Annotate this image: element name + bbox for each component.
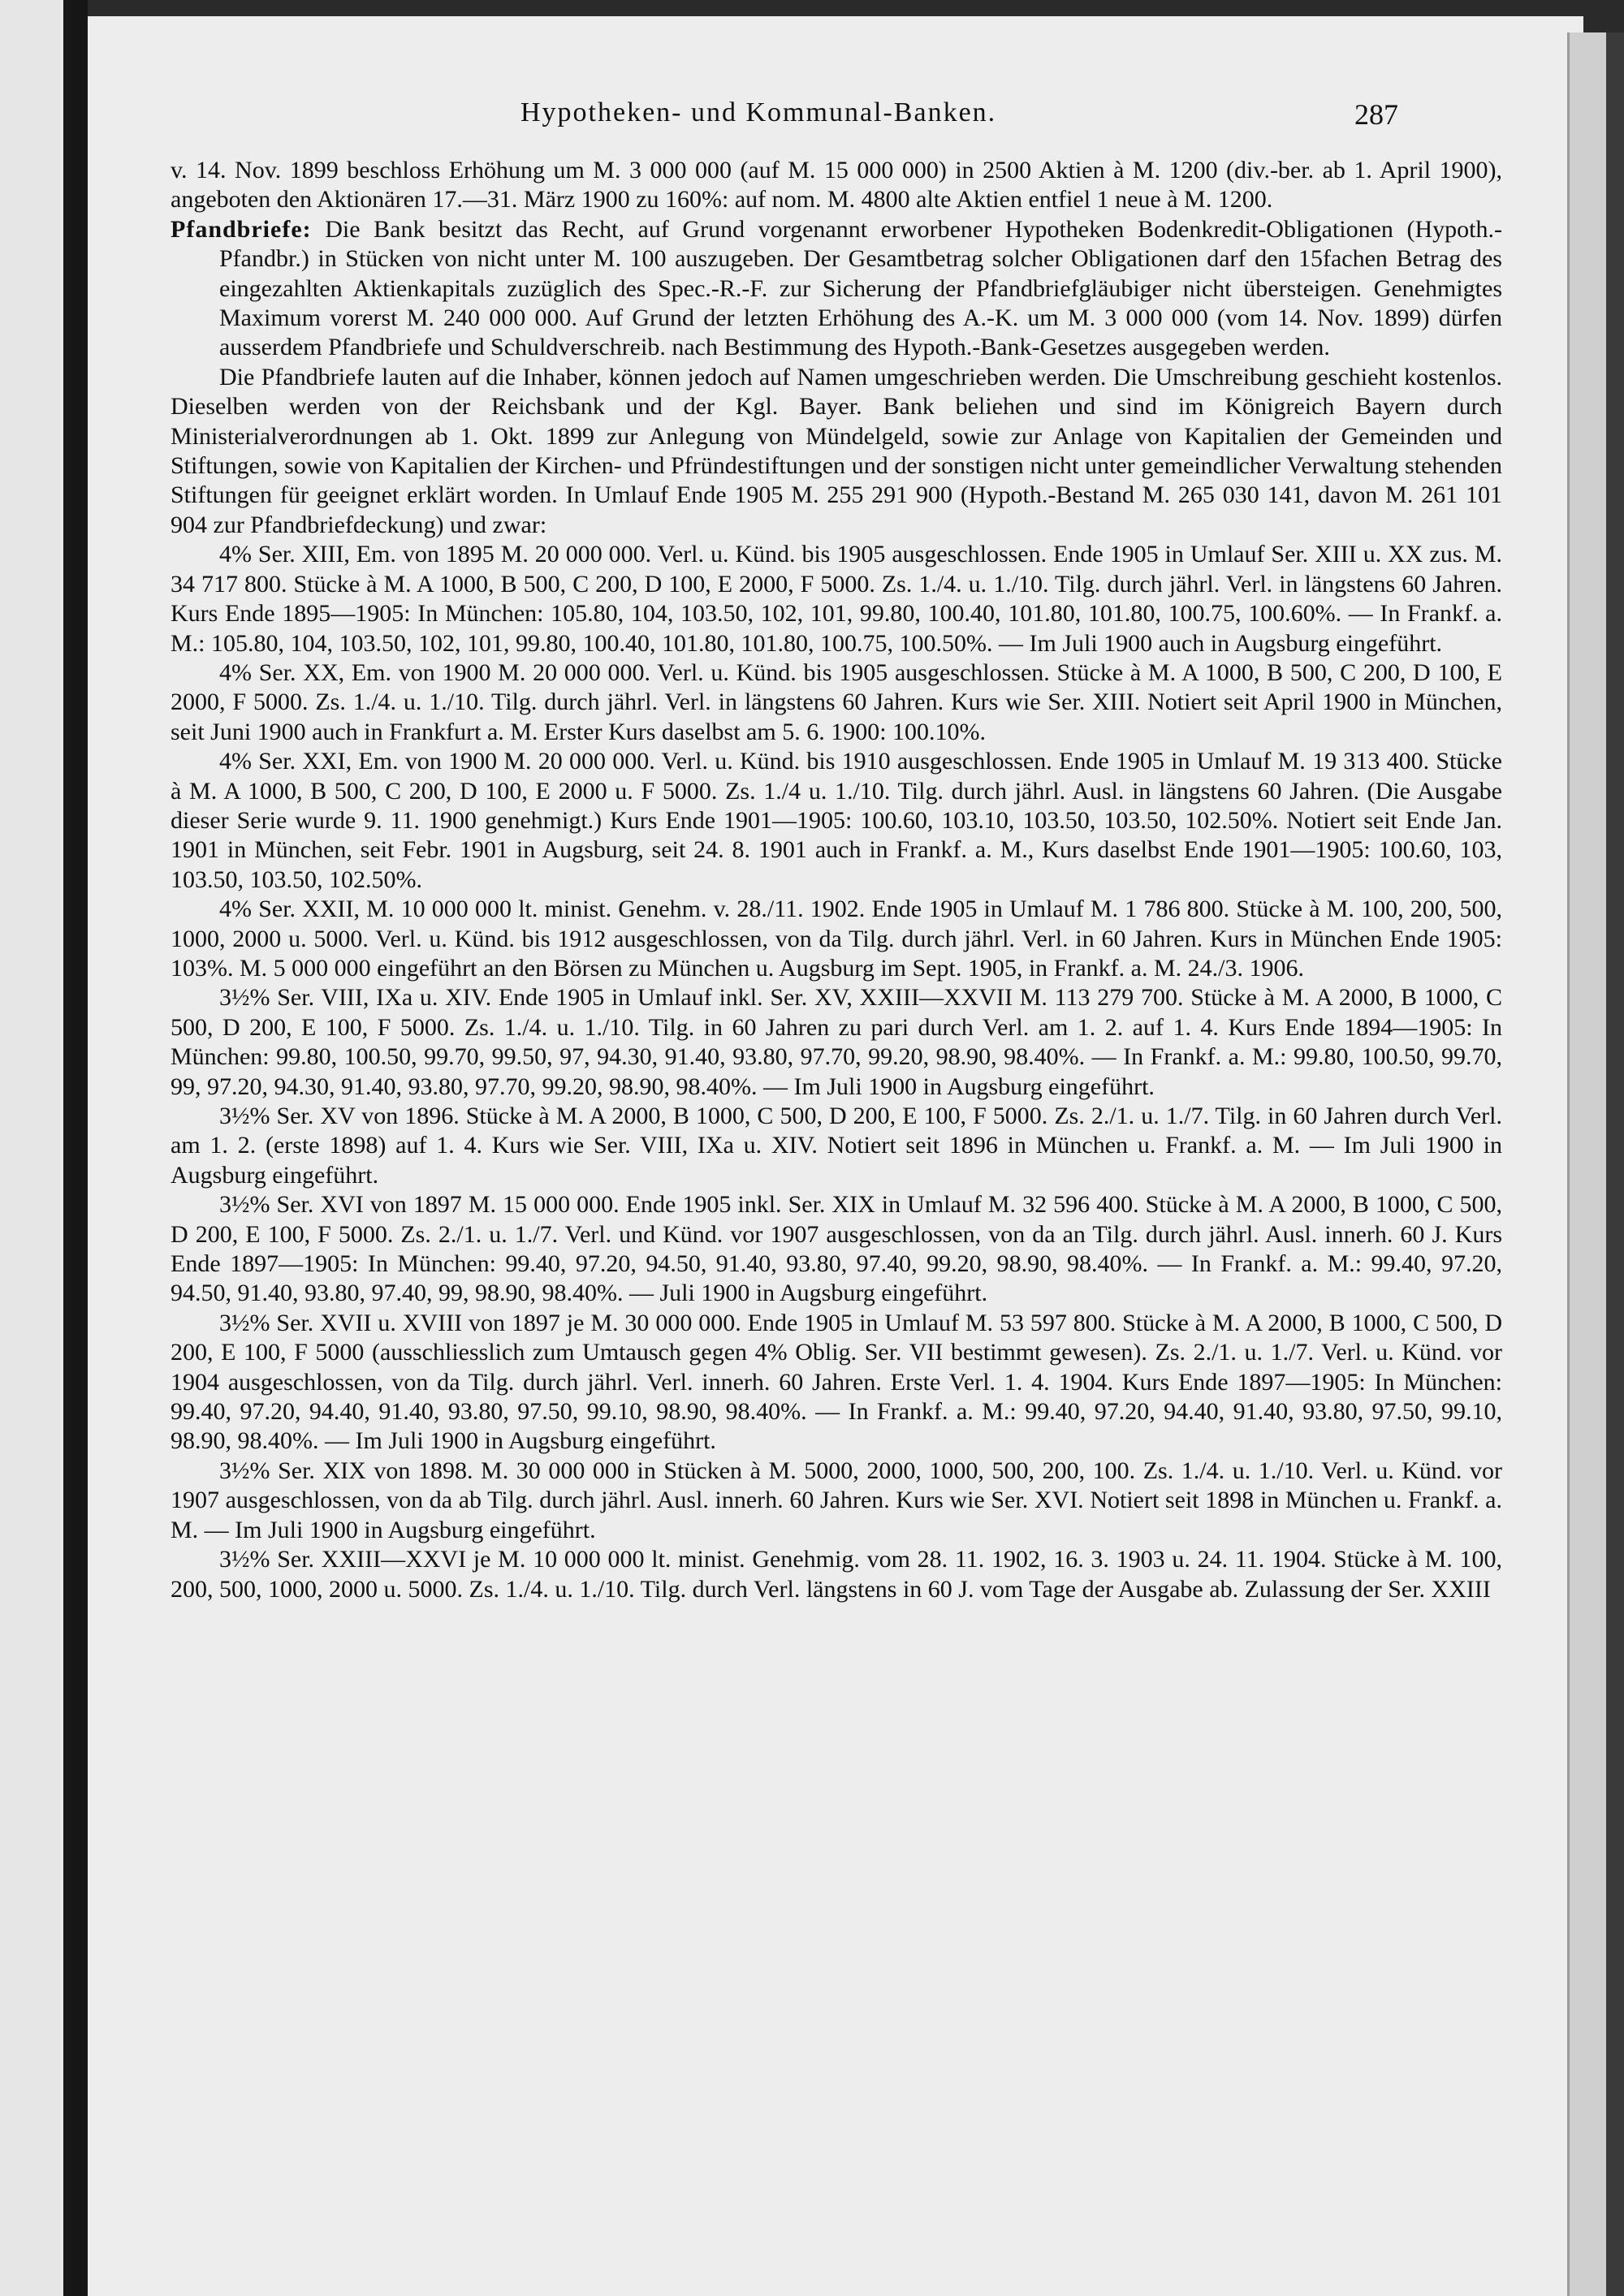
- paragraph-ser-xiii: 4% Ser. XIII, Em. von 1895 M. 20 000 000. Verl. u. Künd. bis 1905 ausgeschlossen. Ende 1905 in Umlauf Ser. XIII u. XX zus. M. 34 717 800. Stücke à M. A 1000, B 500, C 200, D 100, E 2000, F 5000. Zs. 1./4. u. 1./10. Tilg. durch jährl. Verl. in längstens 60 Jahren. Kurs Ende 1895—1905: In München: 105.80, 104, 103.50, 102, 101, 99.80, 100.40, 101.80, 101.80, 100.75, 100.60%. — In Frankf. a. M.: 105.80, 104, 103.50, 102, 101, 99.80, 100.40, 101.80, 101.80, 100.75, 100.50%. — Im Juli 1900 auch in Augsburg eingeführt.: [171, 541, 1502, 657]
- paragraph-ser-xxi: 4% Ser. XXI, Em. von 1900 M. 20 000 000. Verl. u. Künd. bis 1910 ausgeschlossen. Ende 1905 in Umlauf M. 19 313 400. Stücke à M. A 1000, B 500, C 200, D 100, E 2000 u. F 5000. Zs. 1./4 u. 1./10. Tilg. durch jährl. Ausl. in längstens 60 Jahren. (Die Ausgabe dieser Serie wurde 9. 11. 1900 genehmigt.) Kurs Ende 1901—1905: 100.60, 103.10, 103.50, 103.50, 102.50%. Notiert seit Ende Jan. 1901 in München, seit Febr. 1901 in Augsburg, seit 24. 8. 1901 auch in Frankf. a. M., Kurs daselbst Ende 1901—1905: 100.60, 103, 103.50, 103.50, 102.50%.: [171, 748, 1502, 893]
- paragraph-ser-xxii: 4% Ser. XXII, M. 10 000 000 lt. minist. Genehm. v. 28./11. 1902. Ende 1905 in Umlauf M. 1 786 800. Stücke à M. 100, 200, 500, 1000, 2000 u. 5000. Verl. u. Künd. bis 1912 ausgeschlossen, von da Tilg. durch jährl. Verl. in 60 Jahren. Kurs in München Ende 1905: 103%. M. 5 000 000 eingeführt an den Börsen zu München u. Augsburg im Sept. 1905, in Frankf. a. M. 24./3. 1906.: [171, 896, 1502, 982]
- paragraph-ser-xvii-xviii: 3½% Ser. XVII u. XVIII von 1897 je M. 30 000 000. Ende 1905 in Umlauf M. 53 597 800. Stücke à M. A 2000, B 1000, C 500, D 200, E 100, F 5000 (ausschliesslich zum Umtausch gegen 4% Oblig. Ser. VII bestimmt gewesen). Zs. 2./1. u. 1./7. Verl. u. Künd. vor 1904 ausgeschlossen, von da Tilg. durch jährl. Verl. innerh. 60 Jahren. Erste Verl. 1. 4. 1904. Kurs Ende 1897—1905: In München: 99.40, 97.20, 94.40, 91.40, 93.80, 97.50, 99.10, 98.90, 98.40%. — In Frankf. a. M.: 99.40, 97.20, 94.40, 91.40, 93.80, 97.50, 99.10, 98.90, 98.40%. — Im Juli 1900 in Augsburg eingeführt.: [171, 1309, 1502, 1455]
- scanned-page: [88, 16, 1583, 2296]
- running-head-title: Hypotheken- und Kommunal-Banken.: [520, 97, 997, 127]
- paragraph-ser-xix: 3½% Ser. XIX von 1898. M. 30 000 000 in Stücken à M. 5000, 2000, 1000, 500, 200, 100. Zs. 1./4. u. 1./10. Verl. u. Künd. vor 1907 ausgeschlossen, von da ab Tilg. durch jährl. Ausl. innerh. 60 Jahren. Kurs wie Ser. XVI. Notiert seit 1898 in München u. Frankf. a. M. — Im Juli 1900 in Augsburg eingeführt.: [171, 1457, 1502, 1543]
- paragraph-ser-viii-ixa-xiv: 3½% Ser. VIII, IXa u. XIV. Ende 1905 in Umlauf inkl. Ser. XV, XXIII—XXVII M. 113 279 700. Stücke à M. A 2000, B 1000, C 500, D 200, E 100, F 5000. Zs. 1./4. u. 1./10. Tilg. in 60 Jahren zu pari durch Verl. am 1. 2. auf 1. 4. Kurs Ende 1894—1905: In München: 99.80, 100.50, 99.70, 99.50, 97, 94.30, 91.40, 93.80, 97.70, 99.20, 98.90, 98.40%. — In Frankf. a. M.: 99.80, 100.50, 99.70, 99, 97.20, 94.30, 91.40, 93.80, 97.70, 99.20, 98.90, 98.40%. — Im Juli 1900 in Augsburg eingeführt.: [171, 984, 1502, 1100]
- paragraph-ser-xvi: 3½% Ser. XVI von 1897 M. 15 000 000. Ende 1905 inkl. Ser. XIX in Umlauf M. 32 596 400. Stücke à M. A 2000, B 1000, C 500, D 200, E 100, F 5000. Zs. 2./1. u. 1./7. Verl. und Künd. vor 1907 ausgeschlossen, von da an Tilg. durch jährl. Ausl. innerh. 60 J. Kurs Ende 1897—1905: In München: 99.40, 97.20, 94.50, 91.40, 93.80, 97.40, 99.20, 98.90, 98.40%. — In Frankf. a. M.: 99.40, 97.20, 94.50, 91.40, 93.80, 97.40, 99, 98.90, 98.40%. — Juli 1900 in Augsburg eingeführt.: [171, 1191, 1502, 1307]
- page-number: 287: [1354, 98, 1398, 131]
- paragraph-pfandbriefe-holders: Die Pfandbriefe lauten auf die Inhaber, können jedoch auf Namen umgeschrieben werden. Die Umschreibung geschieht kostenlos. Dieselben werden von der Reichsbank und der Kgl. Bayer. Bank beliehen und sind im Königreich Bayern durch Ministerialverordnungen ab 1. Okt. 1899 zur Anlegung von Mündelgeld, sowie zur Anlage von Kapitalien der Gemeinden und Stiftungen, sowie von Kapitalien der Kirchen- und Pfründestiftungen und der sonstigen nicht unter gemeindlicher Verwaltung stehenden Stiftungen für geeignet erklärt worden. In Umlauf Ende 1905 M. 255 291 900 (Hypoth.-Bestand M. 265 030 141, davon M. 261 101 904 zur Pfandbriefdeckung) und zwar:: [171, 363, 1502, 538]
- paragraph-ser-xx: 4% Ser. XX, Em. von 1900 M. 20 000 000. Verl. u. Künd. bis 1905 ausgeschlossen. Stücke à M. A 1000, B 500, C 200, D 100, E 2000, F 5000. Zs. 1./4. u. 1./10. Tilg. durch jährl. Verl. in längstens 60 Jahren. Kurs wie Ser. XIII. Notiert seit April 1900 in München, seit Juni 1900 auch in Frankfurt a. M. Erster Kurs daselbst am 5. 6. 1900: 100.10%.: [171, 658, 1502, 745]
- section-pfandbriefe: [171, 215, 1502, 363]
- body-text: [171, 156, 1502, 1604]
- running-head: [88, 97, 1583, 138]
- paragraph-pfandbriefe-intro: Die Bank besitzt das Recht, auf Grund vorgenannt erworbener Hypotheken Bodenkredit-Obligationen (Hypoth.-Pfandbr.) in Stücken von nicht unter M. 100 auszugeben. Der Gesamtbetrag solcher Obligationen darf den 15fachen Betrag des eingezahlten Aktienkapitals zuzüglich des Spec.-R.-F. zur Sicherung der Pfandbriefgläubiger nicht übersteigen. Genehmigtes Maximum vorerst M. 240 000 000. Auf Grund der letzten Erhöhung des A.-K. um M. 3 000 000 (vom 14. Nov. 1899) dürfen ausserdem Pfandbriefe und Schuldverschreib. nach Bestimmung des Hypoth.-Bank-Gesetzes ausgegeben werden.: [219, 215, 1502, 361]
- page-stack-edge: [1567, 32, 1610, 2296]
- book-gutter: [63, 0, 88, 2296]
- section-label: Pfandbriefe:: [171, 215, 312, 243]
- paragraph-ser-xv: 3½% Ser. XV von 1896. Stücke à M. A 2000, B 1000, C 500, D 200, E 100, F 5000. Zs. 2./1. u. 1./7. Tilg. in 60 Jahren durch Verl. am 1. 2. (erste 1898) auf 1. 4. Kurs wie Ser. VIII, IXa u. XIV. Notiert seit 1896 in München u. Frankf. a. M. — Im Juli 1900 in Augsburg eingeführt.: [171, 1103, 1502, 1189]
- paragraph-ser-xxiii-xxvi: 3½% Ser. XXIII—XXVI je M. 10 000 000 lt. minist. Genehmig. vom 28. 11. 1902, 16. 3. 1903 u. 24. 11. 1904. Stücke à M. 100, 200, 500, 1000, 2000 u. 5000. Zs. 1./4. u. 1./10. Tilg. durch Verl. längstens in 60 J. vom Tage der Ausgabe ab. Zulassung der Ser. XXIII: [171, 1546, 1502, 1603]
- paragraph-capital-increase: v. 14. Nov. 1899 beschloss Erhöhung um M. 3 000 000 (auf M. 15 000 000) in 2500 Aktien à M. 1200 (div.-ber. ab 1. April 1900), angeboten den Aktionären 17.—31. März 1900 zu 160%: auf nom. M. 4800 alte Aktien entfiel 1 neue à M. 1200.: [171, 157, 1502, 214]
- scanner-border: [1606, 32, 1624, 2296]
